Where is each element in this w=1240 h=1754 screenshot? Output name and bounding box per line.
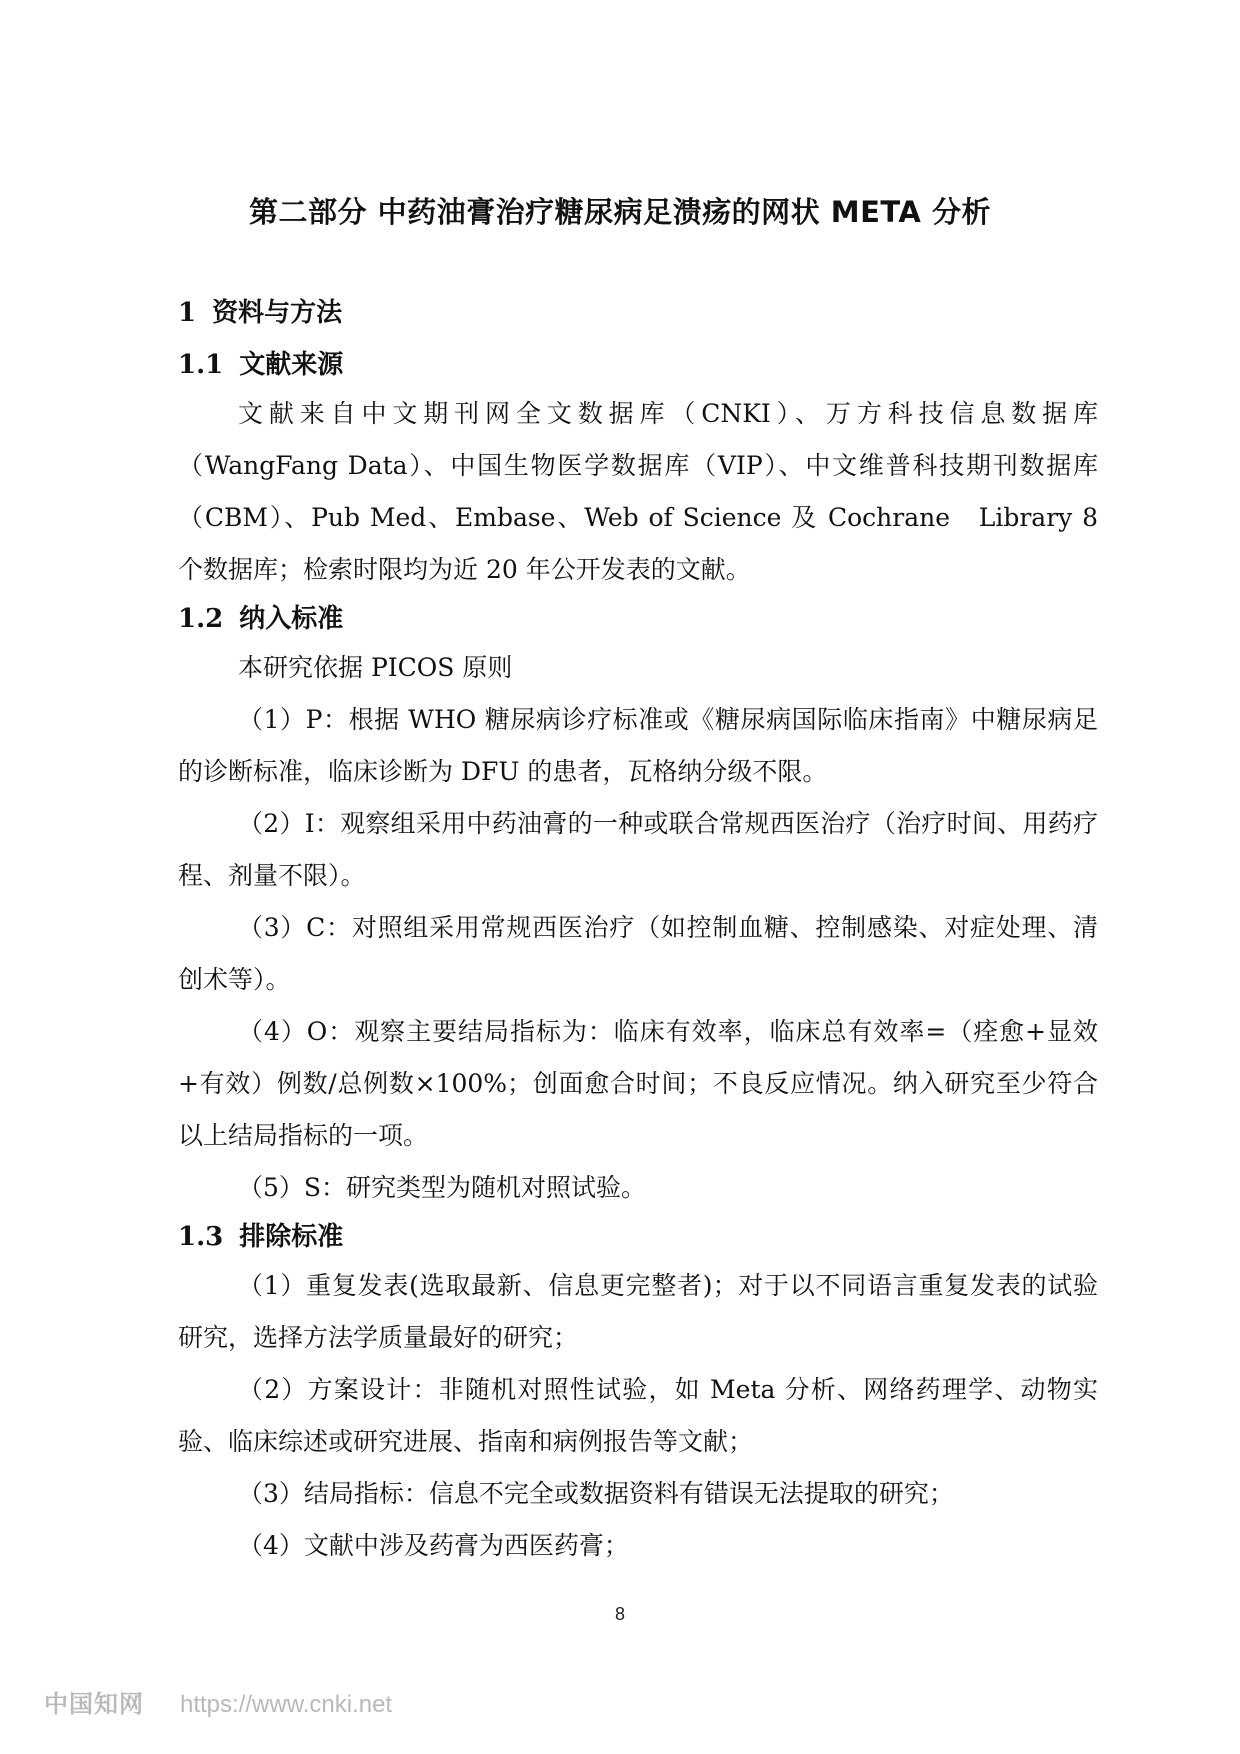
paragraph-exclusion-1: （1）重复发表(选取最新、信息更完整者)；对于以不同语言重复发表的试验研究，选择方法学质量最好的研究； [178,1271,1098,1352]
subsection-title: 排除标准 [239,1222,344,1252]
cnki-watermark [44,1684,392,1719]
document-body [178,290,1098,1572]
page-number: 8 [614,1604,625,1624]
section-number: 1 [178,298,197,328]
paragraph-inclusion-p: （1）P：根据 WHO 糖尿病诊疗标准或《糖尿病国际临床指南》中糖尿病足的诊断标准，临床诊断为 DFU 的患者，瓦格纳分级不限。 [178,705,1098,786]
subsection-heading-1-1 [178,342,1098,388]
subsection-number: 1.1 [178,350,224,380]
paragraph-exclusion-2: （2）方案设计：非随机对照性试验，如 Meta 分析、网络药理学、动物实验、临床综述或研究进展、指南和病例报告等文献； [178,1375,1098,1456]
cnki-url: https://www.cnki.net [180,1691,393,1718]
paragraph-inclusion-c: （3）C：对照组采用常规西医治疗（如控制血糖、控制感染、对症处理、清创术等）。 [178,913,1098,994]
paragraph-inclusion-i: （2）I：观察组采用中药油膏的一种或联合常规西医治疗（治疗时间、用药疗程、剂量不限）。 [178,809,1098,890]
subsection-number: 1.2 [178,604,224,634]
cnki-logo: 中国知网 [44,1691,144,1718]
paragraph-literature-sources: 文献来自中文期刊网全文数据库（CNKI）、万方科技信息数据库（WangFang Data）、中国生物医学数据库（VIP）、中文维普科技期刊数据库（CBM）、Pub Med、Embase、Web of Science 及 Cochrane Library 8 个数据库；检索时限均为近 20 年公开发表的文献。 [178,399,1098,584]
section-heading-1 [178,290,1098,336]
subsection-heading-1-2 [178,596,1098,642]
subsection-number: 1.3 [178,1222,224,1252]
paragraph-picos-intro: 本研究依据 PICOS 原则 [238,653,513,682]
document-title: 第二部分 中药油膏治疗糖尿病足溃疡的网状 META 分析 [249,195,991,229]
paragraph-inclusion-o: （4）O：观察主要结局指标为：临床有效率，临床总有效率=（痊愈+显效+有效）例数/总例数×100%；创面愈合时间；不良反应情况。纳入研究至少符合以上结局指标的一项。 [178,1017,1098,1150]
paragraph-exclusion-3: （3）结局指标：信息不完全或数据资料有错误无法提取的研究； [238,1479,954,1508]
subsection-title: 纳入标准 [239,604,344,634]
paragraph-exclusion-4: （4）文献中涉及药膏为西医药膏； [238,1531,629,1560]
subsection-title: 文献来源 [239,350,344,380]
subsection-heading-1-3 [178,1214,1098,1260]
paragraph-inclusion-s: （5）S：研究类型为随机对照试验。 [238,1173,647,1202]
section-title: 资料与方法 [212,298,343,328]
